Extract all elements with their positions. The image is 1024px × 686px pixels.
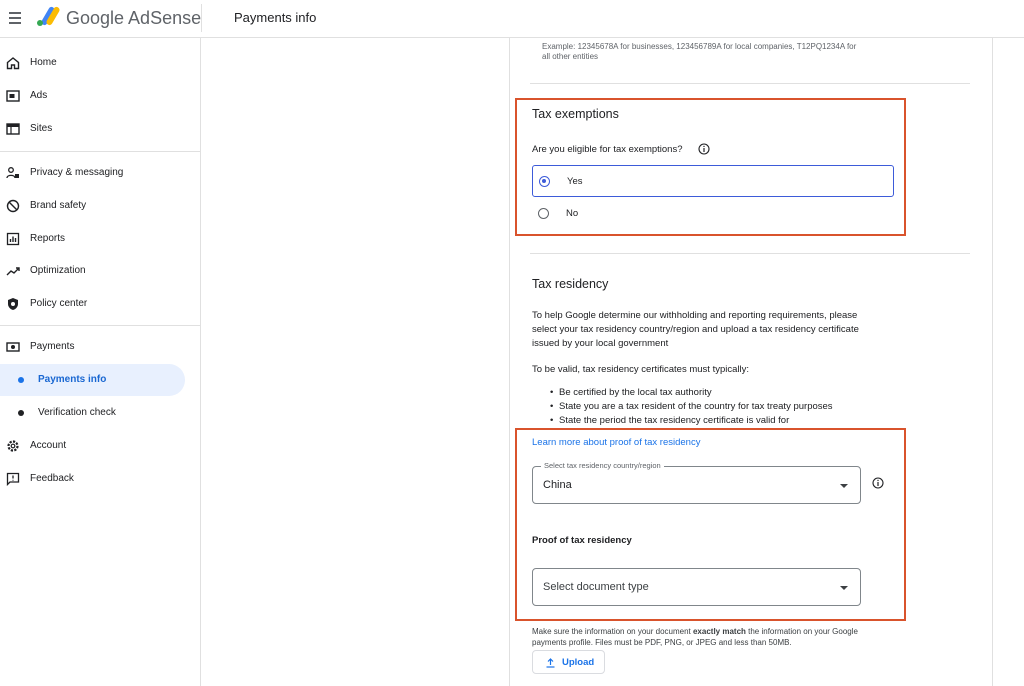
payments-info-panel <box>509 38 993 686</box>
sidebar-item-ads[interactable] <box>0 81 201 111</box>
sidebar-item-label: Payments <box>30 341 75 352</box>
info-icon[interactable] <box>698 143 710 155</box>
sidebar-item-label: Privacy & messaging <box>30 167 124 178</box>
page-title: Payments info <box>234 10 317 25</box>
radio-button-checked[interactable] <box>539 176 550 187</box>
document-type-select[interactable] <box>532 568 861 606</box>
sidebar-item-feedback[interactable] <box>0 464 201 494</box>
chevron-down-icon <box>840 586 848 590</box>
radio-button-unchecked[interactable] <box>538 208 549 219</box>
topbar-divider <box>201 4 202 32</box>
sidebar-subitem-label: Payments info <box>38 374 107 385</box>
tax-residency-title: Tax residency <box>532 277 609 291</box>
sidebar-item-label: Account <box>30 440 67 451</box>
ads-icon <box>6 89 20 103</box>
select-label: Select tax residency country/region <box>541 461 664 470</box>
privacy-icon <box>6 166 20 180</box>
sidebar-item-privacy-messaging[interactable] <box>0 158 201 188</box>
payments-icon <box>6 340 20 354</box>
tax-residency-country-select[interactable] <box>532 461 861 504</box>
sidebar-item-home[interactable] <box>0 48 201 78</box>
bullet-dot <box>18 410 24 416</box>
sidebar-subitem-verification-check[interactable] <box>0 397 185 429</box>
sidebar-item-label: Brand safety <box>30 200 87 211</box>
list-item: • State the period the tax residency certificate is valid for <box>550 414 890 428</box>
sidebar-item-policy-center[interactable] <box>0 289 201 319</box>
sidebar-item-label: Home <box>30 57 57 68</box>
sidebar-item-payments[interactable] <box>0 332 201 362</box>
reports-icon <box>6 232 20 246</box>
list-item: • Be certified by the local tax authority <box>550 386 890 400</box>
section-divider <box>530 83 970 84</box>
sidebar-item-label: Reports <box>30 233 66 244</box>
sidebar-divider <box>0 151 201 152</box>
tax-exemptions-question: Are you eligible for tax exemptions? <box>532 144 683 155</box>
shield-icon <box>6 297 20 311</box>
gear-icon <box>6 439 20 453</box>
sidebar-item-label: Sites <box>30 123 53 134</box>
sidebar-item-label: Ads <box>30 90 48 101</box>
sidebar <box>0 38 201 686</box>
block-icon <box>6 199 20 213</box>
brand-name: Google AdSense <box>66 8 202 28</box>
section-divider <box>530 253 970 254</box>
info-icon[interactable] <box>872 477 884 489</box>
sidebar-item-label: Policy center <box>30 298 88 309</box>
radio-label: No <box>566 208 579 219</box>
sidebar-item-account[interactable] <box>0 431 201 461</box>
list-item: • State you are a tax resident of the country for tax treaty purposes <box>550 400 890 414</box>
upload-button-label: Upload <box>562 657 595 668</box>
bullet-dot <box>18 377 24 383</box>
certificate-requirements-list <box>550 386 890 428</box>
radio-option-yes[interactable] <box>532 165 894 197</box>
radio-option-no[interactable] <box>532 198 894 230</box>
trending-icon <box>6 264 20 278</box>
radio-label: Yes <box>567 176 583 187</box>
tax-residency-intro: To help Google determine our withholding and reporting requirements, please select your tax residency country/region and upload a tax residency certificate issued by your local government <box>532 310 859 349</box>
tax-id-example-text: Example: 12345678A for businesses, 123456789A for local companies, T12PQ1234A for all other entities <box>542 42 857 61</box>
sidebar-item-sites[interactable] <box>0 114 201 144</box>
sidebar-subitem-label: Verification check <box>38 407 116 418</box>
learn-more-link[interactable]: Learn more about proof of tax residency <box>532 437 701 448</box>
upload-icon <box>545 657 556 668</box>
feedback-icon <box>6 472 20 486</box>
select-placeholder: Select document type <box>543 581 649 593</box>
menu-icon[interactable] <box>9 12 21 23</box>
chevron-down-icon <box>840 484 848 488</box>
adsense-logo <box>36 5 60 27</box>
sites-icon <box>6 122 20 136</box>
upload-requirements-note: Make sure the information on your document exactly match the information on your Google payments profile. Files must be PDF, PNG, or JPEG and less than 50MB. <box>532 627 858 647</box>
tax-exemptions-title: Tax exemptions <box>532 107 619 121</box>
sidebar-item-brand-safety[interactable] <box>0 191 201 221</box>
upload-button[interactable] <box>532 650 605 674</box>
valid-certificate-intro: To be valid, tax residency certificates must typically: <box>532 364 750 375</box>
sidebar-item-optimization[interactable] <box>0 256 201 286</box>
sidebar-item-label: Optimization <box>30 265 86 276</box>
home-icon <box>6 56 20 70</box>
select-value: China <box>543 479 572 491</box>
sidebar-subitem-payments-info[interactable] <box>0 364 185 396</box>
sidebar-item-label: Feedback <box>30 473 74 484</box>
proof-of-residency-heading: Proof of tax residency <box>532 535 632 546</box>
sidebar-divider <box>0 325 201 326</box>
sidebar-item-reports[interactable] <box>0 224 201 254</box>
top-app-bar <box>0 0 1024 38</box>
